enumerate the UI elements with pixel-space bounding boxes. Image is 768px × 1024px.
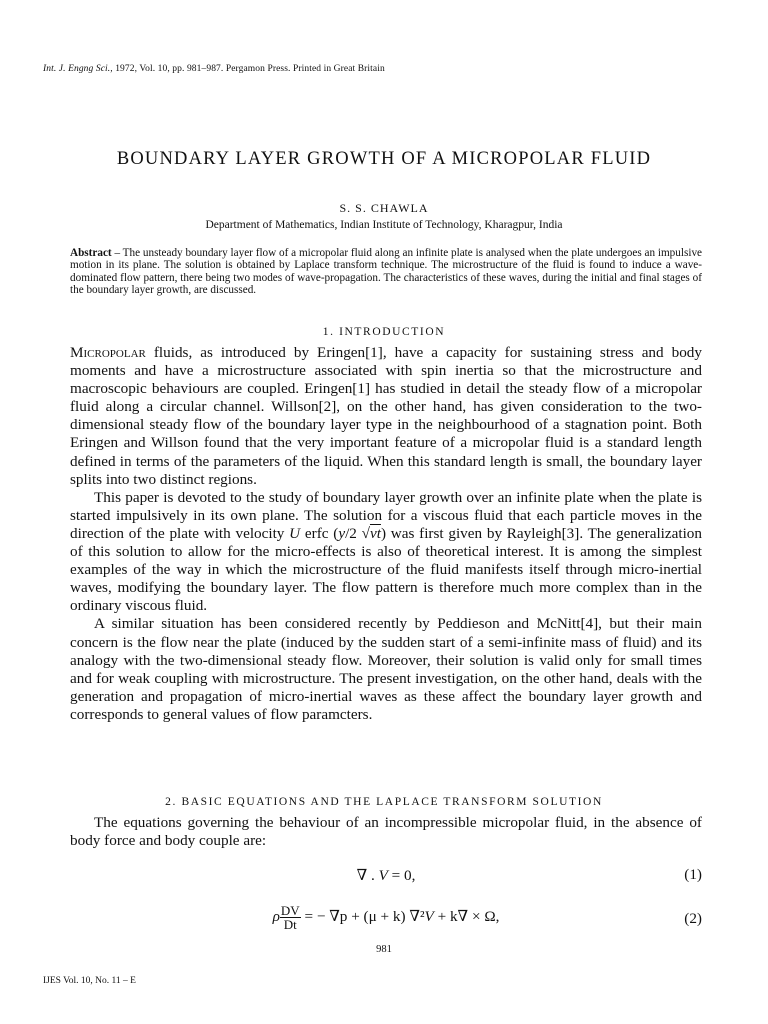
eq2-numerator: DV	[280, 903, 300, 918]
intro-paragraph-2	[70, 489, 702, 616]
author-affiliation: Department of Mathematics, Indian Institute of Technology, Kharagpur, India	[205, 219, 563, 231]
abstract	[70, 247, 702, 297]
equation-2	[70, 904, 702, 936]
equation-2-body	[70, 904, 702, 931]
y-symbol: y	[338, 524, 346, 542]
eq1-rhs: = 0,	[387, 867, 416, 884]
citation-details: 1972, Vol. 10, pp. 981–987. Pergamon Press. Printed in Great Britain	[112, 64, 385, 74]
introduction-body	[70, 344, 702, 724]
eq2-fraction	[280, 904, 301, 931]
eq2-rho: ρ	[272, 907, 280, 925]
eq2-rhs-b: + k∇ × Ω,	[433, 907, 500, 925]
intro-lead-word: Micropolar	[70, 344, 146, 361]
section-heading-basic-equations: 2. BASIC EQUATIONS AND THE LAPLACE TRANSFORM SOLUTION	[165, 796, 603, 808]
paper-title: BOUNDARY LAYER GROWTH OF A MICROPOLAR FLUID	[116, 149, 652, 169]
journal-citation	[43, 64, 385, 74]
basic-equations-intro	[70, 814, 702, 850]
intro-p2-text-b: was first given by Rayleigh[3]. The generalization of this solution to allow for the micro-effects is also of theoretical interest. It is among the simplest examples of the way in which the microstructure of the fluid manifests itself through micro-inertial waves, modifying the boundary layer. The flow pattern is therefore much more complex than in the ordinary viscous fluid.	[70, 524, 702, 615]
erfc-text: erfc (	[300, 524, 339, 542]
eq2-v: V	[424, 907, 434, 925]
eq1-v: V	[378, 867, 388, 884]
eq1-lhs: ∇ .	[356, 867, 379, 884]
nu-t-symbol: νt	[369, 524, 381, 542]
section-heading-introduction: 1. INTRODUCTION	[322, 326, 446, 338]
velocity-symbol: U	[289, 524, 301, 542]
intro-paragraph-3: A similar situation has been considered recently by Peddieson and McNitt[4], but their main concern is the flow near the plate (induced by the sudden start of a semi-infinite mass of fluid) and its analogy with the two-dimensional steady flow. Moreover, their solution is valid only for small times and for weak coupling with microstructure. The present investigation, on the other hand, deals with the generation and propagation of micro-inertial waves as these affect the boundary layer growth and corresponds to general values of flow paramcters.	[70, 615, 702, 723]
abstract-label: Abstract	[70, 247, 112, 259]
footer-note: IJES Vol. 10, No. 11 – E	[43, 976, 136, 986]
equation-1-body	[70, 866, 702, 885]
journal-name: Int. J. Engng Sci.,	[43, 64, 113, 74]
eq2-rhs-a: = − ∇p + (μ + k) ∇²	[300, 907, 425, 925]
section2-paragraph-1: The equations governing the behaviour of an incompressible micropolar fluid, in the absence of body force and body couple are:	[70, 814, 702, 850]
intro-paragraph-1-text: fluids, as introduced by Eringen[1], have a capacity for sustaining stress and body moments and have a microstructure associated with spin inertia so that the microstructure and macroscopic behaviours are coupled. Eringen[1] has studied in detail the steady flow of a micropolar fluid along a circular channel. Willson[2], on the other hand, has given consideration to the two-dimensional steady flow of the boundary layer type in the neighbourhood of a stagnation point. Both Eringen and Willson found that the very important feature of a micropolar fluid is a standard length defined in terms of the parameters of the liquid. When this standard length is small, the boundary layer splits into two distinct regions.	[70, 344, 702, 488]
eq2-denominator: Dt	[283, 917, 297, 932]
page-number: 981	[376, 944, 392, 955]
equation-1-number: (1)	[684, 866, 702, 883]
intro-p2-text-a: This paper is devoted to the study of boundary layer growth over an infinite plate when the plate is started impulsively in its own plane. The solution for a viscous fluid that each particle moves in the direction of the plate with velocity	[70, 488, 702, 542]
author-name: S. S. CHAWLA	[339, 201, 429, 215]
intro-paragraph-1	[70, 344, 702, 489]
paren-close: )	[380, 524, 386, 542]
equation-2-number: (2)	[684, 910, 702, 927]
abstract-text: – The unsteady boundary layer flow of a micropolar fluid along an infinite plate is analysed when the plate undergoes an impulsive motion in its plane. The solution is obtained by Laplace transform technique. The microstructure of the fluid is found to induce a wave-dominated flow pattern, there being two modes of wave-propagation. The characteristics of these waves, during the initial and final stages of the boundary layer growth, are discussed.	[70, 247, 702, 297]
equation-1	[70, 866, 702, 888]
sqrt-text: /2 √	[345, 524, 370, 542]
